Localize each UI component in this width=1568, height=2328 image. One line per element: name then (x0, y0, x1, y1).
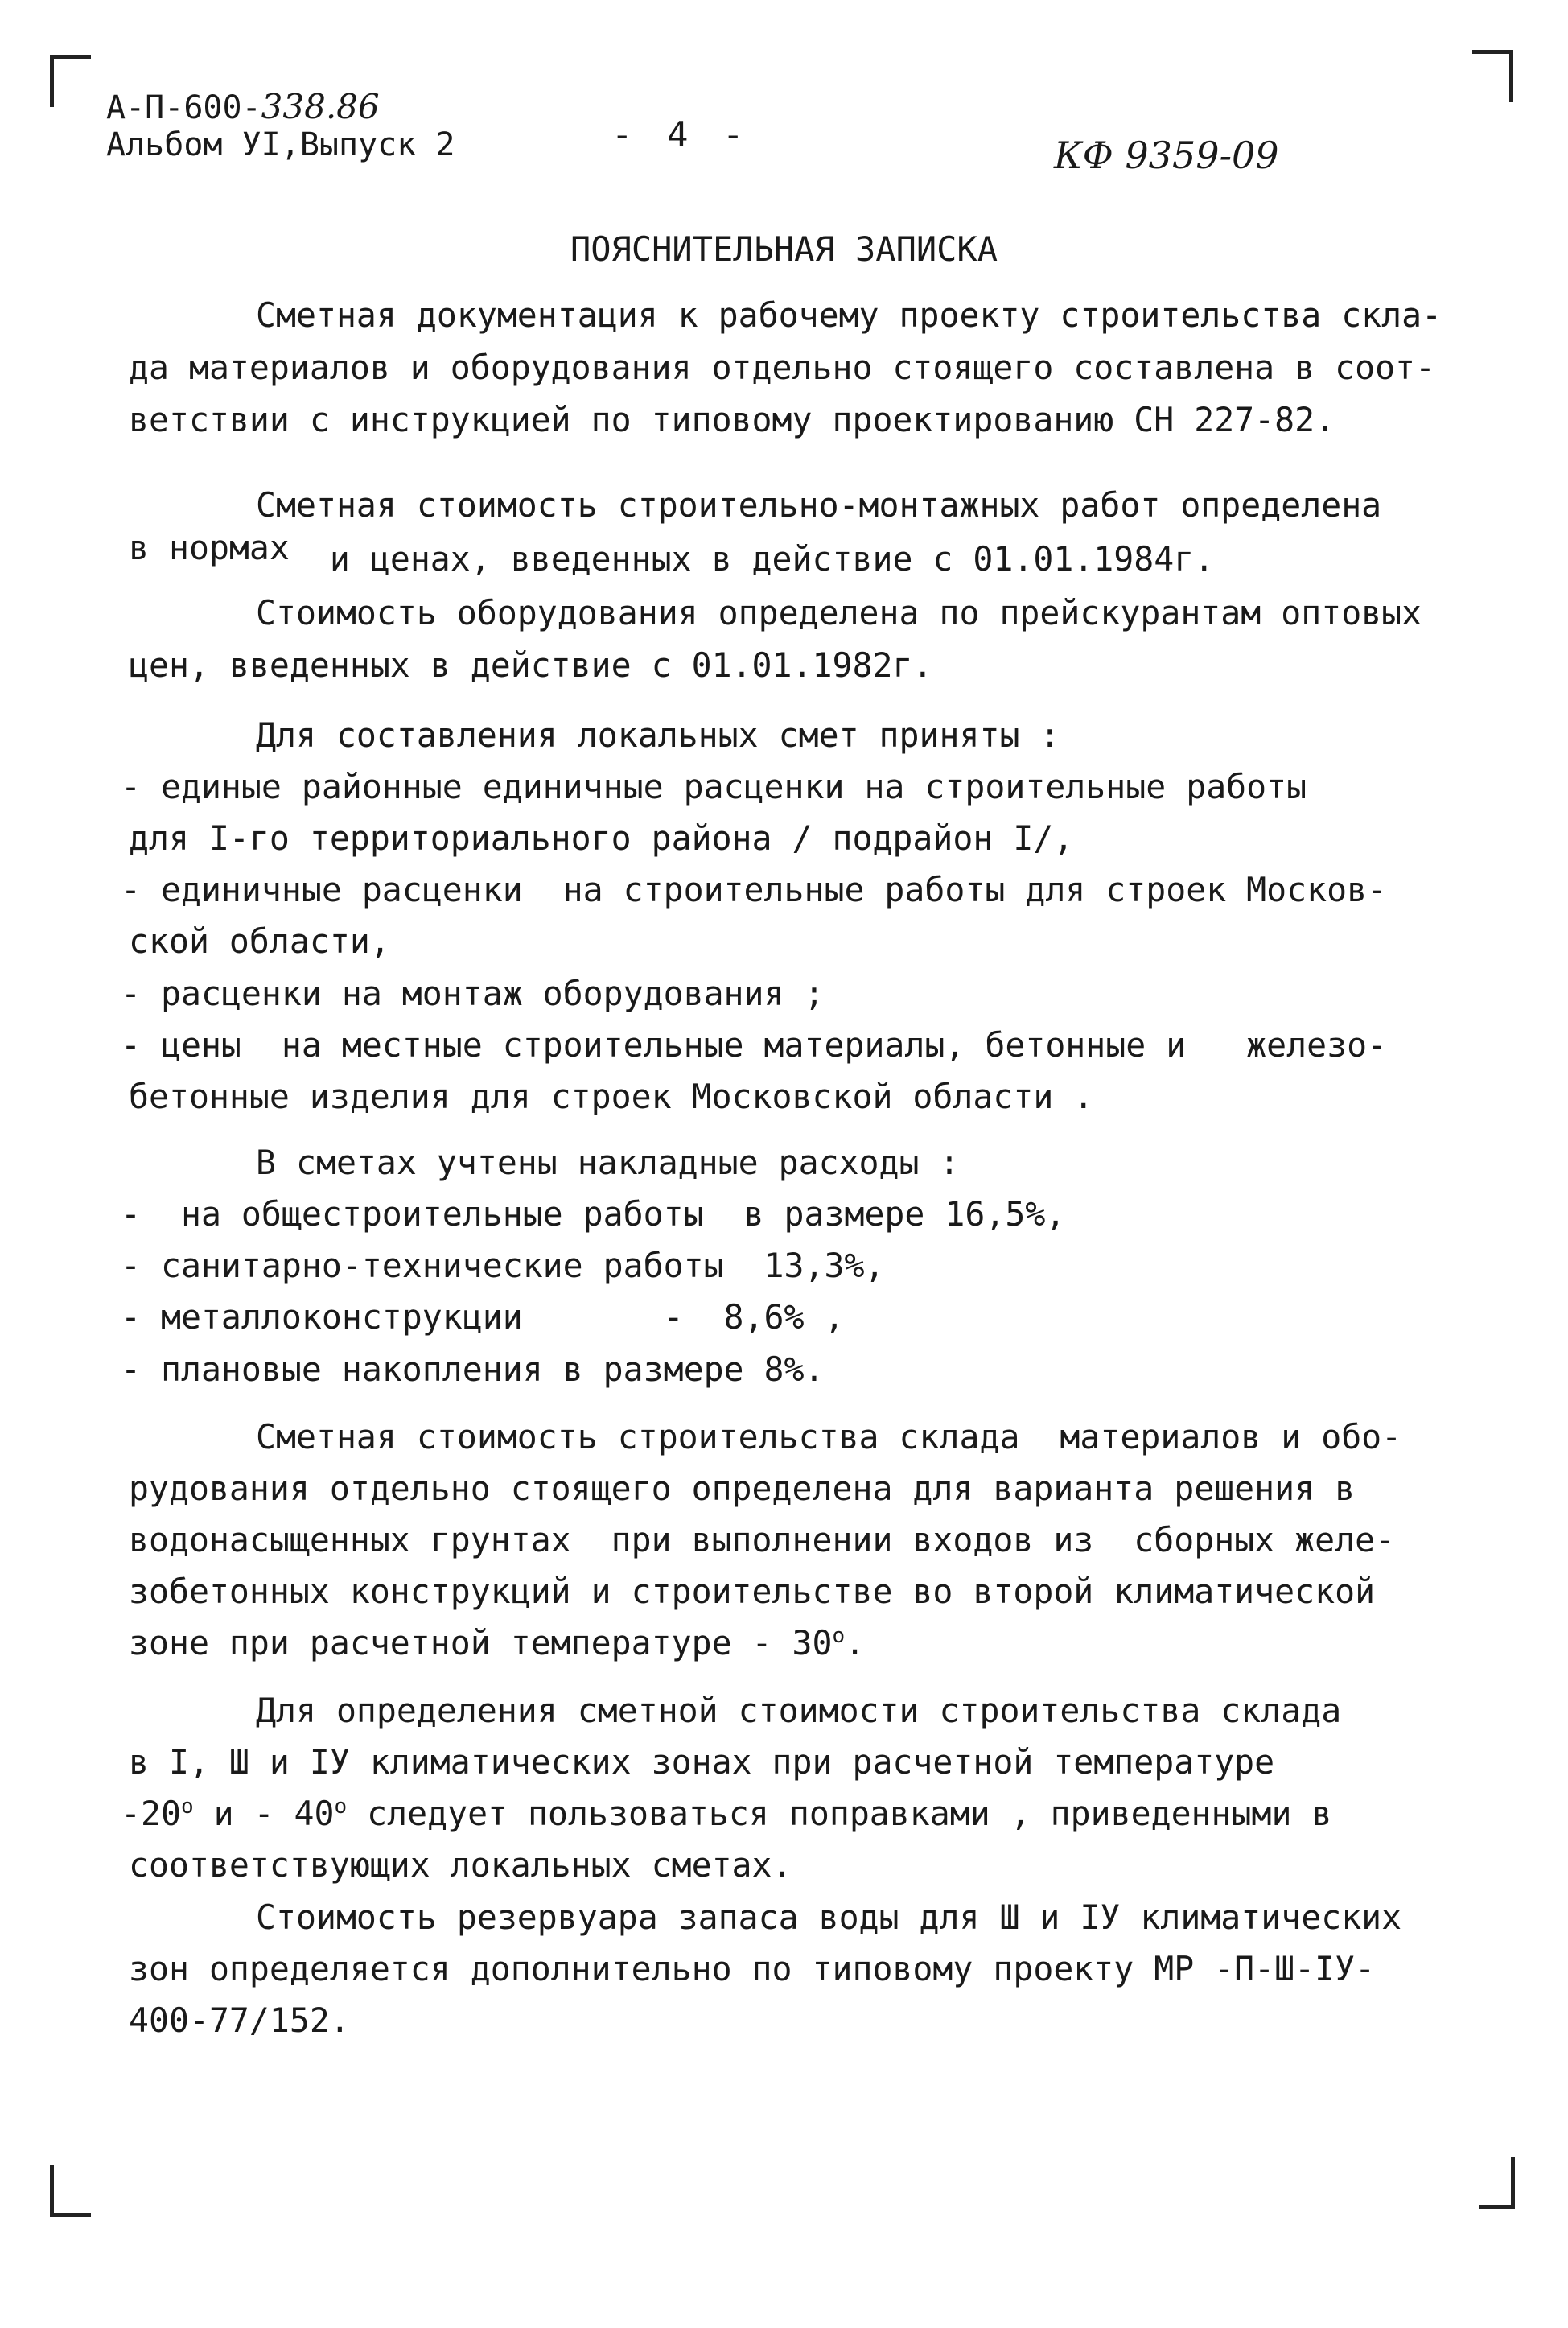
text-fragment: и ценах, введенных в действие с 01.01.1984г. (329, 539, 1215, 579)
text-fragment: зоне при расчетной температуре - 30 (129, 1623, 833, 1663)
text-line: - санитарно-технические работы 13,3%, (121, 1246, 885, 1285)
text-line: зон определяется дополнительно по типовому проекту МР -П-Ш-IУ- (129, 1949, 1376, 1988)
text-line (129, 1624, 865, 1663)
text-fragment: и - 40 (193, 1794, 335, 1833)
text-line: Для составления локальных смет приняты : (256, 715, 1060, 755)
corner-mark-bottom-left (50, 2165, 91, 2217)
text-fragment: . (845, 1623, 866, 1663)
text-line: рудования отдельно стоящего определена для варианта решения в (129, 1469, 1356, 1508)
text-line: бетонные изделия для строек Московской области . (129, 1077, 1094, 1116)
text-line: Сметная стоимость строительства склада материалов и обо- (256, 1417, 1402, 1457)
text-fragment: следует пользоваться поправками , приведенными в (347, 1794, 1332, 1833)
text-line: ской области, (129, 921, 390, 961)
text-line: Стоимость резервуара запаса воды для Ш и IУ климатических (256, 1897, 1402, 1937)
corner-mark-top-left (50, 55, 91, 107)
text-fragment: в нормах (129, 528, 290, 567)
text-line: соответствующих локальных сметах. (129, 1845, 792, 1885)
document-code-typed: А-П-600- (106, 89, 261, 126)
text-line: для I-го территориального района / подрайон I/, (129, 818, 1074, 858)
text-line (121, 1794, 1331, 1833)
text-line: - на общестроительные работы в размере 16,5%, (121, 1194, 1066, 1234)
text-line: - единые районные единичные расценки на строительные работы (121, 767, 1307, 806)
text-line: Стоимость оборудования определена по прейскурантам оптовых (256, 593, 1422, 632)
document-code-handwritten: 338.86 (261, 87, 380, 126)
text-line (129, 528, 1215, 579)
page-number: - 4 - (611, 114, 751, 155)
corner-mark-top-right (1472, 50, 1513, 102)
text-line: зобетонных конструкций и строительстве во второй климатической (129, 1572, 1376, 1611)
archive-code: КФ 9359-09 (1054, 134, 1279, 177)
document-code (106, 89, 380, 126)
text-line: - единичные расценки на строительные работы для строек Москов- (121, 870, 1388, 909)
degree-sign: о (832, 1624, 846, 1649)
text-line: - цены на местные строительные материалы, бетонные и железо- (121, 1025, 1388, 1065)
text-line: цен, введенных в действие с 01.01.1982г. (129, 645, 933, 685)
text-fragment: -20 (121, 1794, 181, 1833)
text-line: - плановые накопления в размере 8%. (121, 1349, 825, 1389)
degree-sign: о (180, 1794, 194, 1819)
corner-mark-bottom-right (1479, 2157, 1515, 2209)
text-line: 400-77/152. (129, 2000, 350, 2040)
page-title: ПОЯСНИТЕЛЬНАЯ ЗАПИСКА (570, 229, 998, 269)
text-line: водонасыщенных грунтах при выполнении входов из сборных желе- (129, 1520, 1396, 1560)
text-line: ветствии с инструкцией по типовому проектированию СН 227-82. (129, 400, 1335, 439)
text-line: - металлоконструкции - 8,6% , (121, 1297, 845, 1337)
text-line: В сметах учтены накладные расходы : (256, 1143, 960, 1182)
text-line: - расценки на монтаж оборудования ; (121, 974, 825, 1013)
degree-sign: о (334, 1794, 348, 1819)
text-line: да материалов и оборудования отдельно стоящего составлена в соот- (129, 348, 1436, 387)
text-line: Для определения сметной стоимости строительства склада (256, 1691, 1342, 1730)
text-line: Сметная стоимость строительно-монтажных работ определена (256, 485, 1382, 525)
album-issue: Альбом УI,Выпуск 2 (106, 126, 455, 163)
text-line: Сметная документация к рабочему проекту строительства скла- (256, 295, 1442, 335)
text-line: в I, Ш и IУ климатических зонах при расчетной температуре (129, 1742, 1275, 1782)
